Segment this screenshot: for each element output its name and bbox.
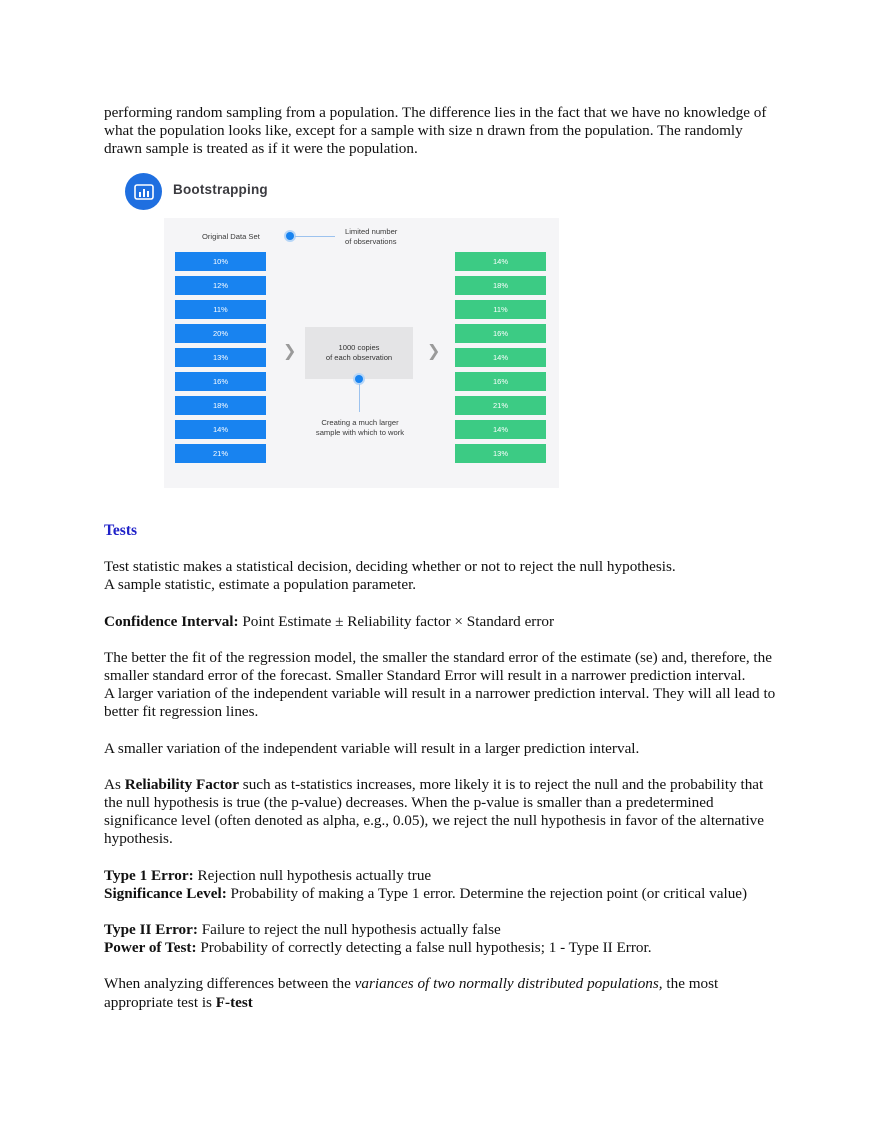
paragraph-f-test <box>104 975 780 1011</box>
document-text-body <box>104 522 780 1012</box>
bar-chart-icon <box>125 173 162 210</box>
callout-bottom-line-2: sample with which to work <box>315 427 405 437</box>
original-value-cell: 11% <box>175 300 266 319</box>
original-value-cell: 13% <box>175 348 266 367</box>
t2-label: Type II Error: <box>104 921 198 939</box>
original-value-cell: 18% <box>175 396 266 415</box>
original-value-cell: 10% <box>175 252 266 271</box>
callout-top-line-2: of observations <box>345 236 397 246</box>
callout-dot-bottom <box>355 375 363 383</box>
box-line-1: 1000 copies <box>338 343 380 352</box>
chevron-right-icon: ❯ <box>427 343 441 360</box>
intro-paragraph: performing random sampling from a population. The difference lies in the fact that we have no knowledge of what the population looks like, except for a sample with size n drawn from the population. The randomly drawn sample is treated as if it were the population. <box>104 104 767 158</box>
figure-title: Bootstrapping <box>173 182 268 197</box>
f-mid: the most appropriate test is <box>104 975 719 1011</box>
bootstrap-sample-column <box>455 252 546 468</box>
sample-value-cell: 14% <box>455 420 546 439</box>
pw-label: Power of Test: <box>104 939 197 957</box>
original-data-column <box>175 252 266 468</box>
original-value-cell: 16% <box>175 372 266 391</box>
sample-value-cell: 14% <box>455 348 546 367</box>
document-text-top <box>104 104 780 159</box>
paragraph-power-of-test <box>104 939 780 957</box>
callout-bottom-line-1: Creating a much larger <box>321 418 399 427</box>
box-line-2: of each observation <box>325 353 393 362</box>
sample-value-cell: 16% <box>455 372 546 391</box>
sl-text: Probability of making a Type 1 error. Determine the rejection point (or critical value) <box>226 884 748 902</box>
callout-dot-top <box>286 232 294 240</box>
section-heading-tests: Tests <box>104 522 138 539</box>
t1-label: Type 1 Error: <box>104 866 194 884</box>
paragraph-regression-fit: The better the fit of the regression model, the smaller the standard error of the estimate (se) and, therefore, the smaller standard error of the forecast. Smaller Standard Error will result in a narrower prediction interval. <box>104 648 772 685</box>
ci-label: Confidence Interval: <box>104 612 239 630</box>
paragraph-test-statistic: Test statistic makes a statistical decision, deciding whether or not to reject the null hypothesis. <box>104 558 676 576</box>
sample-value-cell: 11% <box>455 300 546 319</box>
paragraph-confidence-interval <box>104 613 780 631</box>
paragraph-sample-statistic: A sample statistic, estimate a population parameter. <box>104 576 417 594</box>
sl-label: Significance Level: <box>104 884 227 902</box>
callout-bottom-text <box>304 418 416 437</box>
original-data-set-label: Original Data Set <box>202 232 260 241</box>
paragraph-significance-level <box>104 885 780 903</box>
sample-value-cell: 21% <box>455 396 546 415</box>
paragraph-type2-error <box>104 921 780 939</box>
f-pre: When analyzing differences between the <box>104 975 355 993</box>
paragraph-larger-variation: A larger variation of the independent variable will result in a narrower prediction interval. They will all lead to better fit regression lines. <box>104 685 776 721</box>
original-value-cell: 20% <box>175 324 266 343</box>
t1-text: Rejection null hypothesis actually true <box>193 866 432 884</box>
callout-top-text <box>345 227 397 246</box>
ci-text: Point Estimate ± Reliability factor × Standard error <box>238 612 555 630</box>
paragraph-type1-error <box>104 867 780 885</box>
f-italic: variances of two normally distributed populations, <box>354 975 663 993</box>
sample-value-cell: 16% <box>455 324 546 343</box>
bootstrapping-figure <box>120 170 560 490</box>
callout-top-line-1: Limited number <box>345 227 398 236</box>
paragraph-reliability-factor <box>104 776 780 849</box>
copies-box <box>305 327 413 379</box>
sample-value-cell: 18% <box>455 276 546 295</box>
original-value-cell: 21% <box>175 444 266 463</box>
rf-label: Reliability Factor <box>124 775 239 793</box>
original-value-cell: 12% <box>175 276 266 295</box>
original-value-cell: 14% <box>175 420 266 439</box>
t2-text: Failure to reject the null hypothesis actually false <box>197 921 501 939</box>
paragraph-smaller-variation: A smaller variation of the independent variable will result in a larger prediction interval. <box>104 739 640 757</box>
f-bold: F-test <box>215 993 253 1011</box>
figure-body <box>164 218 559 488</box>
callout-line-bottom <box>359 384 360 412</box>
sample-value-cell: 14% <box>455 252 546 271</box>
chevron-right-icon: ❯ <box>283 343 297 360</box>
pw-text: Probability of correctly detecting a false null hypothesis; 1 - Type II Error. <box>196 939 652 957</box>
rf-pre: As <box>104 775 125 793</box>
sample-value-cell: 13% <box>455 444 546 463</box>
rf-text: such as t-statistics increases, more likely it is to reject the null and the probability that the null hypothesis is true (the p-value) decreases. When the p-value is smaller than a predetermined significance level (often denoted as alpha, e.g., 0.05), we reject the null hypothesis in favor of the alternative hypothesis. <box>104 775 764 848</box>
callout-line-top <box>295 236 335 237</box>
